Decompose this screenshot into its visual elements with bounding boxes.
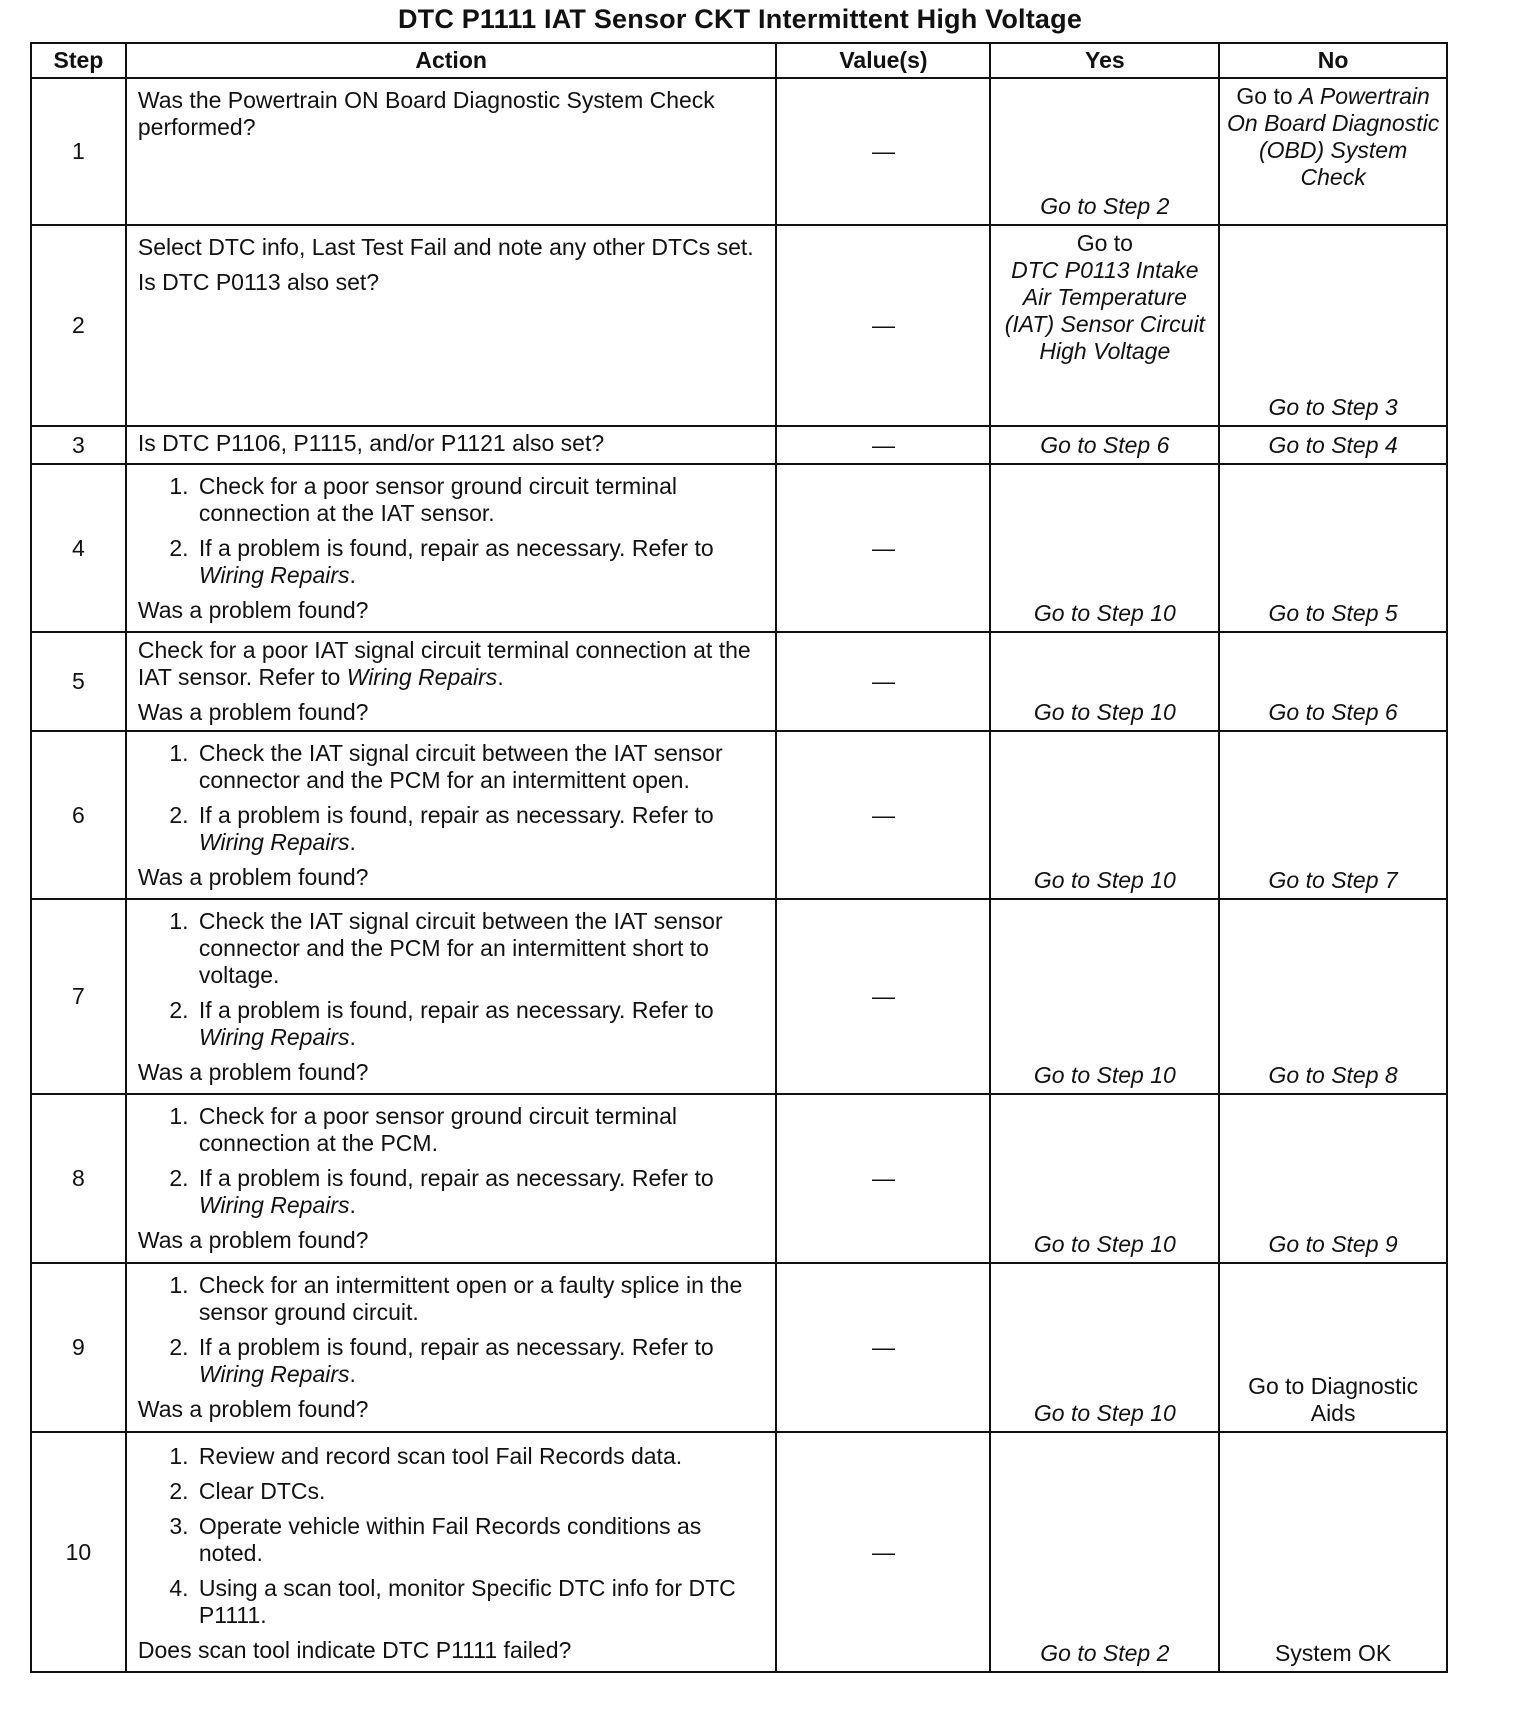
table-row [31, 632, 1447, 731]
list-item: 2. If a problem is found, repair as necessary. Refer to Wiring Repairs. [195, 997, 768, 1051]
item-text: If a problem is found, repair as necessary. Refer to [198, 535, 714, 561]
action-question: Was a problem found? [137, 597, 369, 623]
step-number: 9 [31, 1263, 126, 1432]
action-cell [126, 464, 777, 632]
list-item: 1. Check the IAT signal circuit between the IAT sensor connector and the PCM for an intermittent open. [195, 740, 768, 794]
value-cell: — [776, 632, 990, 731]
action-cell [126, 731, 777, 899]
action-cell [126, 1432, 777, 1672]
action-question: Is DTC P0113 also set? [137, 269, 380, 295]
list-item: 1. Check for a poor sensor ground circuit terminal connection at the PCM. [195, 1103, 768, 1157]
table-row [31, 1263, 1447, 1432]
item-text: If a problem is found, repair as necessary. Refer to [198, 1165, 714, 1191]
action-list [138, 1272, 768, 1388]
action-question: Was a problem found? [137, 699, 369, 725]
no-cell: Go to Step 3 [1219, 225, 1447, 426]
list-item: 3. Operate vehicle within Fail Records conditions as noted. [195, 1513, 768, 1567]
table-row [31, 731, 1447, 899]
wiring-repairs-reference: Wiring Repairs [198, 562, 350, 588]
yes-cell: Go to Step 2 [990, 1432, 1219, 1672]
no-prefix: Go to [1236, 83, 1300, 109]
table-row [31, 1432, 1447, 1672]
value-cell: — [776, 225, 990, 426]
item-text: If a problem is found, repair as necessary. Refer to [198, 1334, 714, 1360]
value-cell: — [776, 78, 990, 225]
no-cell: Go to Step 7 [1219, 731, 1447, 899]
step-number: 3 [31, 426, 126, 464]
step-number: 2 [31, 225, 126, 426]
step-number: 5 [31, 632, 126, 731]
step-number: 1 [31, 78, 126, 225]
action-text: Select DTC info, Last Test Fail and note any other DTCs set. [137, 234, 754, 260]
action-list [138, 1103, 768, 1219]
list-item: 2. If a problem is found, repair as necessary. Refer to Wiring Repairs. [195, 535, 768, 589]
action-text: Was the Powertrain ON Board Diagnostic System Check performed? [137, 87, 715, 140]
list-item: 2. If a problem is found, repair as necessary. Refer to Wiring Repairs. [195, 1334, 768, 1388]
action-question: Was a problem found? [137, 1059, 369, 1085]
action-question: Is DTC P1106, P1115, and/or P1121 also set? [137, 430, 605, 456]
list-item: 1. Check for an intermittent open or a faulty splice in the sensor ground circuit. [195, 1272, 768, 1326]
yes-cell: Go to Step 10 [990, 899, 1219, 1094]
no-cell: Go to Step 4 [1219, 426, 1447, 464]
header-no: No [1219, 43, 1447, 78]
yes-prefix: Go to [1076, 230, 1133, 256]
no-cell: Go to Step 5 [1219, 464, 1447, 632]
page-title: DTC P1111 IAT Sensor CKT Intermittent High Voltage [397, 4, 1083, 34]
header-step: Step [31, 43, 126, 78]
action-question: Was a problem found? [137, 864, 369, 890]
wiring-repairs-reference: Wiring Repairs [198, 1192, 350, 1218]
action-cell [126, 899, 777, 1094]
action-cell [126, 1094, 777, 1263]
yes-cell: Go to Step 10 [990, 632, 1219, 731]
list-item: 4. Using a scan tool, monitor Specific DTC info for DTC P1111. [195, 1575, 768, 1629]
table-row [31, 426, 1447, 464]
table-row [31, 1094, 1447, 1263]
wiring-repairs-reference: Wiring Repairs [198, 829, 350, 855]
list-item: 2. If a problem is found, repair as necessary. Refer to Wiring Repairs. [195, 1165, 768, 1219]
action-cell [126, 225, 777, 426]
list-item: 1. Check the IAT signal circuit between the IAT sensor connector and the PCM for an intermittent short to voltage. [195, 908, 768, 989]
no-cell: Go to Step 8 [1219, 899, 1447, 1094]
yes-cell [990, 225, 1219, 426]
yes-cell: Go to Step 10 [990, 731, 1219, 899]
action-text-body: Check for a poor IAT signal circuit terminal connection at the IAT sensor. Refer to [137, 637, 751, 690]
value-cell: — [776, 464, 990, 632]
action-list [138, 908, 768, 1051]
action-list [138, 473, 768, 589]
step-number: 7 [31, 899, 126, 1094]
value-cell: — [776, 1094, 990, 1263]
value-cell: — [776, 731, 990, 899]
action-question: Does scan tool indicate DTC P1111 failed? [137, 1637, 572, 1663]
yes-cell: Go to Step 10 [990, 1263, 1219, 1432]
no-cell: Go to Step 9 [1219, 1094, 1447, 1263]
list-item: 2. If a problem is found, repair as necessary. Refer to Wiring Repairs. [195, 802, 768, 856]
no-cell [1219, 78, 1447, 225]
action-list [138, 1443, 768, 1629]
step-number: 8 [31, 1094, 126, 1263]
header-yes: Yes [990, 43, 1219, 78]
wiring-repairs-reference: Wiring Repairs [198, 1361, 350, 1387]
value-cell: — [776, 426, 990, 464]
step-number: 10 [31, 1432, 126, 1672]
action-question: Was a problem found? [137, 1227, 369, 1253]
item-text: If a problem is found, repair as necessary. Refer to [198, 802, 714, 828]
diagnostic-table [30, 42, 1448, 1673]
step-number: 6 [31, 731, 126, 899]
action-cell [126, 78, 777, 225]
action-list [138, 740, 768, 856]
yes-cell: Go to Step 2 [990, 78, 1219, 225]
no-reference: A Powertrain On Board Diagnostic (OBD) System Check [1227, 83, 1440, 190]
wiring-repairs-reference: Wiring Repairs [346, 664, 498, 690]
value-cell: — [776, 1263, 990, 1432]
action-cell [126, 1263, 777, 1432]
no-cell: System OK [1219, 1432, 1447, 1672]
yes-cell: Go to Step 6 [990, 426, 1219, 464]
list-item: 1. Check for a poor sensor ground circuit terminal connection at the IAT sensor. [195, 473, 768, 527]
action-question: Was a problem found? [137, 1396, 369, 1422]
action-cell [126, 632, 777, 731]
yes-cell: Go to Step 10 [990, 464, 1219, 632]
yes-cell: Go to Step 10 [990, 1094, 1219, 1263]
action-text: Check for a poor IAT signal circuit terminal connection at the IAT sensor. Refer to Wiring Repairs. [137, 637, 751, 690]
no-cell: Go to Diagnostic Aids [1219, 1263, 1447, 1432]
list-item: 1. Review and record scan tool Fail Records data. [195, 1443, 768, 1470]
step-number: 4 [31, 464, 126, 632]
wiring-repairs-reference: Wiring Repairs [198, 1024, 350, 1050]
action-cell [126, 426, 777, 464]
value-cell: — [776, 899, 990, 1094]
yes-reference: DTC P0113 Intake Air Temperature (IAT) Sensor Circuit High Voltage [1004, 257, 1205, 364]
table-row [31, 464, 1447, 632]
header-action: Action [126, 43, 777, 78]
header-values: Value(s) [776, 43, 990, 78]
item-text: If a problem is found, repair as necessary. Refer to [198, 997, 714, 1023]
list-item: 2. Clear DTCs. [195, 1478, 768, 1505]
table-row [31, 899, 1447, 1094]
no-cell: Go to Step 6 [1219, 632, 1447, 731]
table-row [31, 225, 1447, 426]
value-cell: — [776, 1432, 990, 1672]
table-row [31, 78, 1447, 225]
table-header-row [31, 43, 1447, 78]
